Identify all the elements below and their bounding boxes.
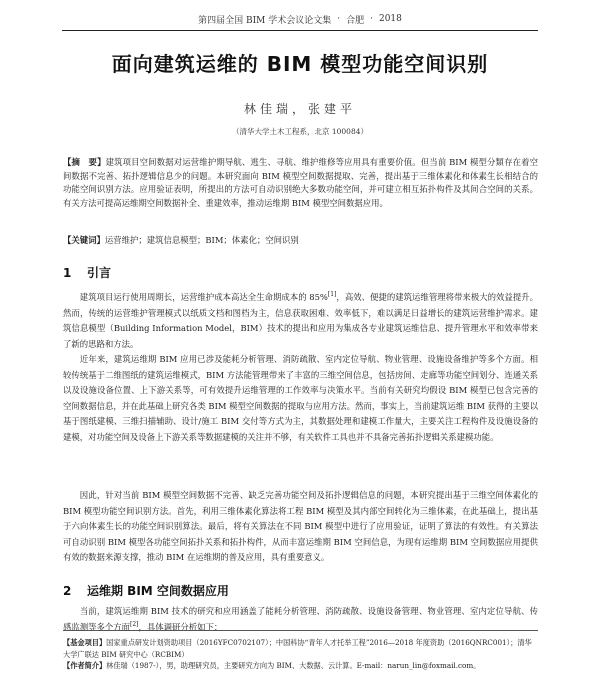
paragraph-text: ，具体调研分析如下： xyxy=(138,621,223,632)
section-number: 1 xyxy=(63,266,72,280)
keywords-text: 运营维护；建筑信息模型；BIM；体素化；空间识别 xyxy=(104,235,299,245)
section-title: 引言 xyxy=(87,266,112,280)
abstract-label: 【摘 要】 xyxy=(63,157,106,167)
keywords xyxy=(63,234,538,248)
conference-city: 合肥 xyxy=(346,15,365,26)
header-separator: · xyxy=(337,14,341,24)
header-separator: · xyxy=(370,14,373,24)
funding-label: 【基金项目】 xyxy=(63,638,107,647)
paragraph-text: 建筑项目运行使用周期长，运营维护成本高达全生命期成本的 85% xyxy=(79,292,328,302)
author-bio-label: 【作者简介】 xyxy=(63,661,107,670)
body-paragraph xyxy=(63,488,538,566)
paragraph-text: ，高效、便捷的建筑运维管理将带来极大的效益提升。然而，传统的运营维护管理模式以纸质文档和图档为主，信息获取困难、效率低下，难以满足日益增长的建筑运营维护需求。建筑信息模型（Building Information Model，BIM）技术的提出和应用为集成各专业建筑运维信息、提升管理水平和效率带来了新的思路和方法。 xyxy=(63,292,539,349)
running-header xyxy=(62,8,538,31)
abstract-text: 建筑项目空间数据对运营维护期导航、逃生、寻航、维护维修等应用具有重要价值。但当前 BIM 模型分類存在着空间数据不完善、拓扑逻辑信息少的问题。本研究面向 BIM 模型空间数据提取、完善，提出基于三维体素化和体素生长相结合的功能空间识别方法。应用验证表明，所提出的方法可自动识别绝大多数功能空间，并可建立相互拓扑构件及其间合空间的关系。有关方法可提高运维期空间数据补全、重建效率，推动运维期 BIM 模型空间数据应用。 xyxy=(63,157,538,208)
section-title: 运维期 BIM 空间数据应用 xyxy=(87,584,229,598)
funding-text: 国家重点研发计划资助项目（2016YFC0702107）；中国科协“青年人才托举工程”2016—2018 年度资助（2016QNRC001）；清华大学广联达 BIM 研究中心（RCBIM） xyxy=(63,638,532,659)
author-footnote xyxy=(63,660,538,672)
paper-title: 面向建筑运维的 BIM 模型功能空间识别 xyxy=(111,52,489,76)
citation-ref: [2] xyxy=(130,620,139,628)
paragraph-text: 近年来，建筑运维期 BIM 应用已涉及能耗分析管理、消防疏散、室内定位导航、物业管理、设施设备维护等多个方面。相较传统基于二维图纸的建筑运维模式，BIM 方法能管理带来了丰富的三维空间信息，包括房间、走廊等功能空间划分、连通关系以及设施设备位置、上下游关系等，可有效提升运维管理的工作效率与决策水平。当前有关研究均假设 BIM 模型已包含完善的空间数据信息，并在此基础上研究各类 BIM 模型空间数据的提取与应用方法。然而，事实上，当前建筑运维 BIM 获得的主要以基于图纸建模、三维扫描辅助、设计/施工 BIM 交付等方式为主，其数据处理和建模工作量大，主要关注工程构件及设施设备的建模，对功能空间及设备上下游关系等数据建模的关注并不够，有关软件工具也并不具备完善拓扑逻辑关系建模功能。 xyxy=(63,354,538,442)
author-list: 林佳瑞，张建平 xyxy=(243,102,356,116)
conference-name: 第四届全国 BIM 学术会议论文集 xyxy=(198,15,332,26)
body-paragraph xyxy=(63,352,538,446)
footnotes xyxy=(63,630,538,672)
paragraph-text: 因此，针对当前 BIM 模型空间数据不完善、缺乏完善功能空间及拓扑逻辑信息的问题，本研究提出基于三维空间体素化的 BIM 模型功能空间识别方法。首先，利用三维体素化算法将工程 BIM 模型及其内部空间转化为三维体素，在此基础上，提出基于六向体素生长的功能空间识别算法。最后，将有关算法在不同 BIM 模型中进行了应用验证，证明了算法的有效性。有关算法可自动识别 BIM 模型各功能空间拓扑关系和拓扑构件，从而丰富运维期 BIM 空间信息，为现有运维期 BIM 空间数据应用提供有效的数据来源支撑，推动 BIM 在运维期的普及应用，具有重要意义。 xyxy=(63,490,538,563)
paragraph-text: 当前，建筑运维期 BIM 技术的研究和应用涵盖了能耗分析管理、消防疏散、设施设备管理、物业管理、室内定位导航、传感监测等多个方面 xyxy=(63,606,538,632)
keywords-label: 【关键词】 xyxy=(63,235,105,245)
author-bio-text: 林佳瑞（1987-），男，助理研究员，主要研究方向为 BIM、大数据、云计算。E-mail：narun_lin@foxmail.com。 xyxy=(106,661,481,670)
funding-footnote xyxy=(63,637,538,660)
conference-year: 2018 xyxy=(378,14,402,24)
body-paragraph xyxy=(63,290,538,352)
citation-ref: [1] xyxy=(327,291,337,299)
section-number: 2 xyxy=(63,584,72,598)
author-affiliation: （清华大学土木工程系，北京 100084） xyxy=(231,127,368,136)
section-heading xyxy=(63,582,229,599)
abstract xyxy=(63,156,538,210)
section-heading xyxy=(63,264,111,281)
